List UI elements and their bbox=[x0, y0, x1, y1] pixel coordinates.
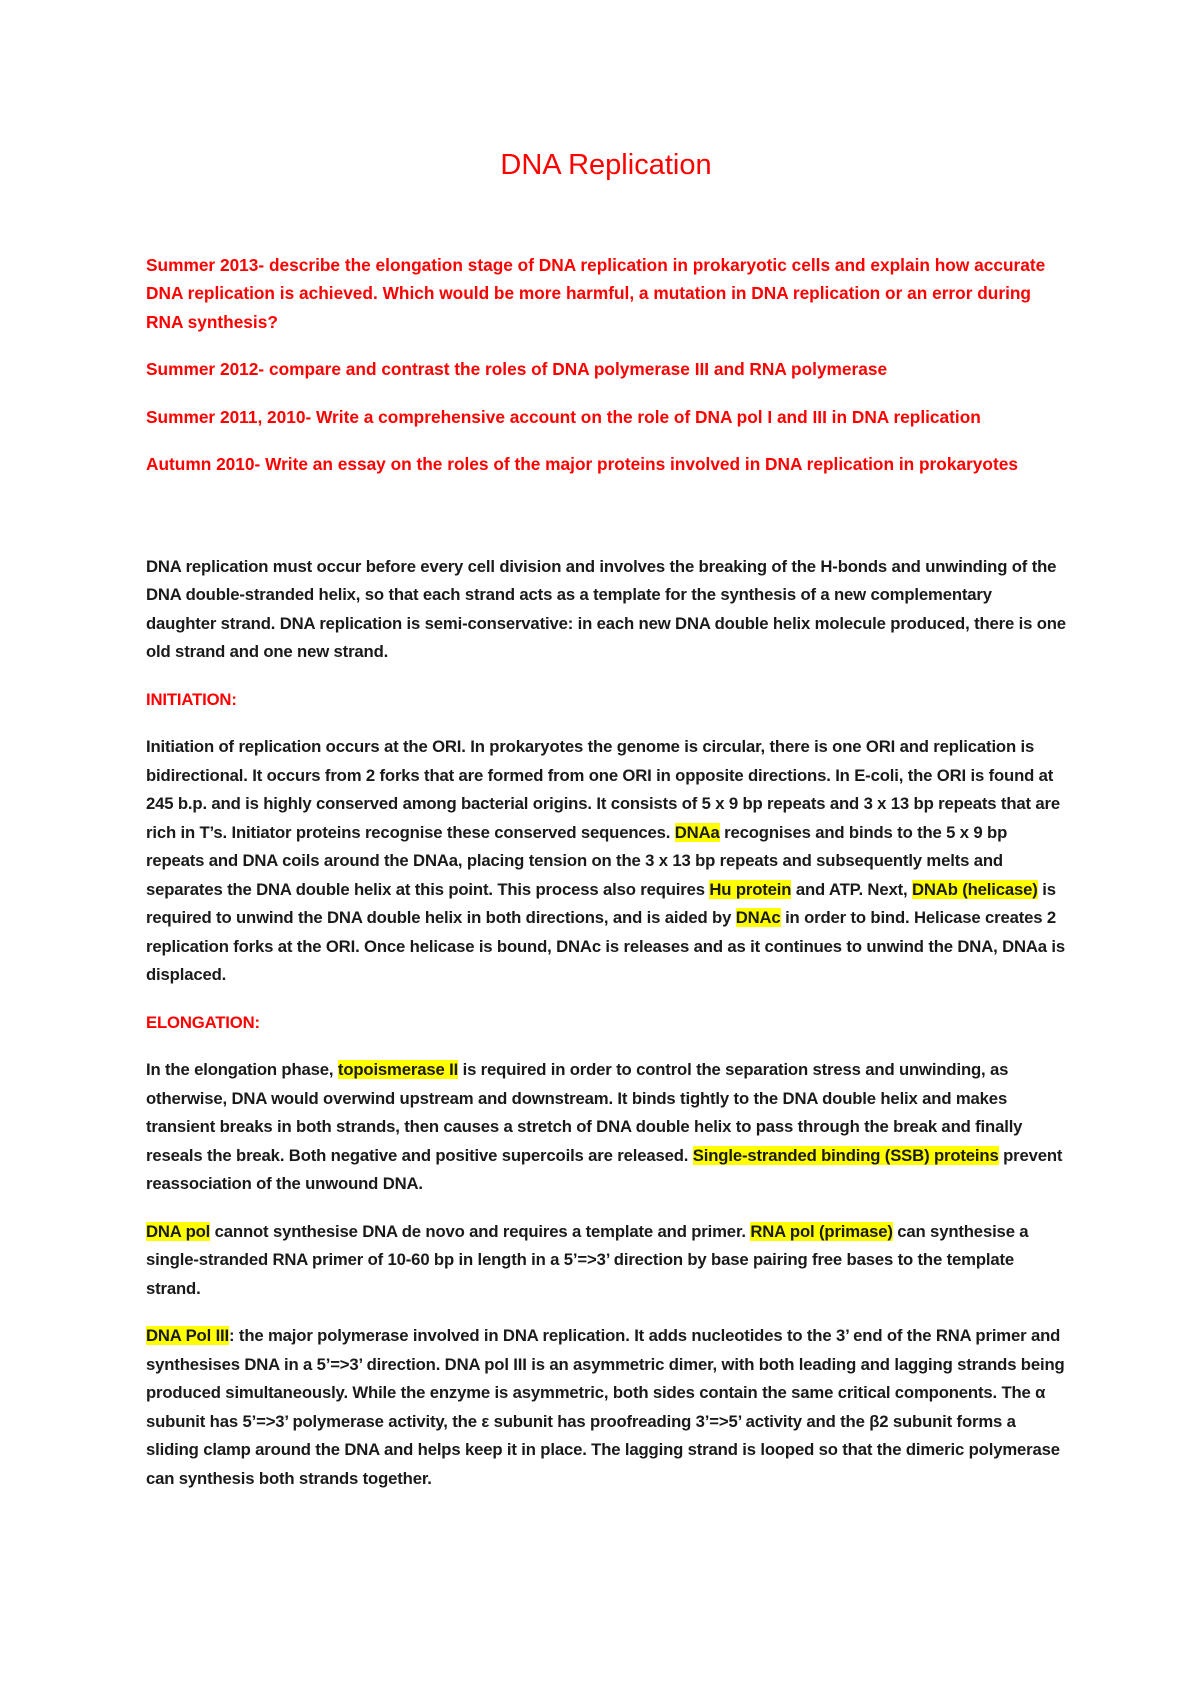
initiation-paragraph bbox=[146, 733, 1066, 990]
initiation-text-5: in order to bind. Helicase creates 2 replication forks at the ORI. Once helicase is bound, DNAc is releases and as it continues to unwind the DNA, DNAa is displaced. bbox=[146, 908, 1066, 985]
elongation-text-2b: can synthesise a single-stranded RNA primer of 10-60 bp in length in a 5’=>3’ direction by base pairing free bases to the template strand. bbox=[146, 1221, 1029, 1298]
initiation-text-3: and ATP. Next, bbox=[795, 879, 908, 899]
elongation-text-1a: In the elongation phase, bbox=[146, 1060, 334, 1080]
exam-questions bbox=[146, 251, 1066, 479]
highlight-dna-pol: DNA pol bbox=[146, 1221, 211, 1241]
elongation-paragraph-2 bbox=[146, 1218, 1066, 1304]
page-title: DNA Replication bbox=[500, 149, 712, 181]
elongation-text-1c: prevent reassociation of the unwound DNA. bbox=[146, 1145, 1063, 1194]
question-summer-2011-2010: Summer 2011, 2010- Write a comprehensive account on the role of DNA pol I and III in DNA replication bbox=[146, 406, 981, 427]
intro-paragraph: DNA replication must occur before every cell division and involves the breaking of the H-bonds and unwinding of the DNA double-stranded helix, so that each strand acts as a template for the synthesis of a new complementary daughter strand. DNA replication is semi-conservative: in each new DNA double helix molecule produced, there is one old strand and one new strand. bbox=[146, 556, 1066, 662]
question-summer-2012: Summer 2012- compare and contrast the roles of DNA polymerase III and RNA polymerase bbox=[146, 359, 888, 380]
initiation-heading: INITIATION: bbox=[146, 689, 237, 709]
elongation-text-3: : the major polymerase involved in DNA replication. It adds nucleotides to the 3’ end of the RNA primer and synthesises DNA in a 5’=>3’ direction. DNA pol III is an asymmetric dimer, with both leading and lagging strands being produced simultaneously. While the enzyme is asymmetric, both sides contain the same critical components. The α subunit has 5’=>3’ polymerase activity, the ε subunit has proofreading 3’=>5’ activity and the β2 subunit forms a sliding clamp around the DNA and helps keep it in place. The lagging strand is looped so that the dimeric polymerase can synthesis both strands together. bbox=[146, 1326, 1065, 1488]
highlight-dnab-helicase: DNAb (helicase) bbox=[911, 879, 1038, 899]
elongation-paragraph-1 bbox=[146, 1056, 1066, 1199]
highlight-topoisomerase: topoismerase II bbox=[337, 1060, 459, 1080]
highlight-dna-pol-iii: DNA Pol III bbox=[146, 1326, 230, 1346]
highlight-ssb-proteins: Single-stranded binding (SSB) proteins bbox=[692, 1145, 999, 1165]
elongation-heading: ELONGATION: bbox=[146, 1012, 260, 1032]
question-autumn-2010: Autumn 2010- Write an essay on the roles of the major proteins involved in DNA replication in prokaryotes bbox=[146, 454, 1018, 475]
highlight-rna-pol-primase: RNA pol (primase) bbox=[750, 1221, 893, 1241]
elongation-text-2a: cannot synthesise DNA de novo and requires a template and primer. bbox=[214, 1221, 746, 1241]
document-body bbox=[146, 148, 1066, 1512]
highlight-hu-protein: Hu protein bbox=[709, 879, 792, 899]
main-text bbox=[146, 553, 1066, 1494]
highlight-dnac: DNAc bbox=[735, 908, 781, 928]
elongation-text-1b: is required in order to control the separation stress and unwinding, as otherwise, DNA would overwind upstream and downstream. It binds tightly to the DNA double helix and makes transient breaks in both strands, then causes a stretch of DNA double helix to pass through the break and finally reseals the break. Both negative and positive supercoils are released. bbox=[146, 1060, 1023, 1165]
elongation-paragraph-3 bbox=[146, 1322, 1066, 1493]
question-summer-2013: Summer 2013- describe the elongation stage of DNA replication in prokaryotic cells and explain how accurate DNA replication is achieved. Which would be more harmful, a mutation in DNA replication or an error during RNA synthesis? bbox=[146, 254, 1046, 332]
initiation-text-2: recognises and binds to the 5 x 9 bp repeats and DNA coils around the DNAa, placing tension on the 3 x 13 bp repeats and subsequently melts and separates the DNA double helix at this point. This process also requires bbox=[146, 822, 1008, 899]
initiation-text-4: is required to unwind the DNA double helix in both directions, and is aided by bbox=[146, 879, 1056, 928]
highlight-dnaa: DNAa bbox=[674, 822, 720, 842]
initiation-text-1: Initiation of replication occurs at the ORI. In prokaryotes the genome is circular, there is one ORI and replication is bidirectional. It occurs from 2 forks that are formed from one ORI in opposite directions. In E-coli, the ORI is found at 245 b.p. and is highly conserved among bacterial origins. It consists of 5 x 9 bp repeats and 3 x 13 bp repeats that are rich in T’s. Initiator proteins recognise these conserved sequences. bbox=[146, 737, 1061, 842]
